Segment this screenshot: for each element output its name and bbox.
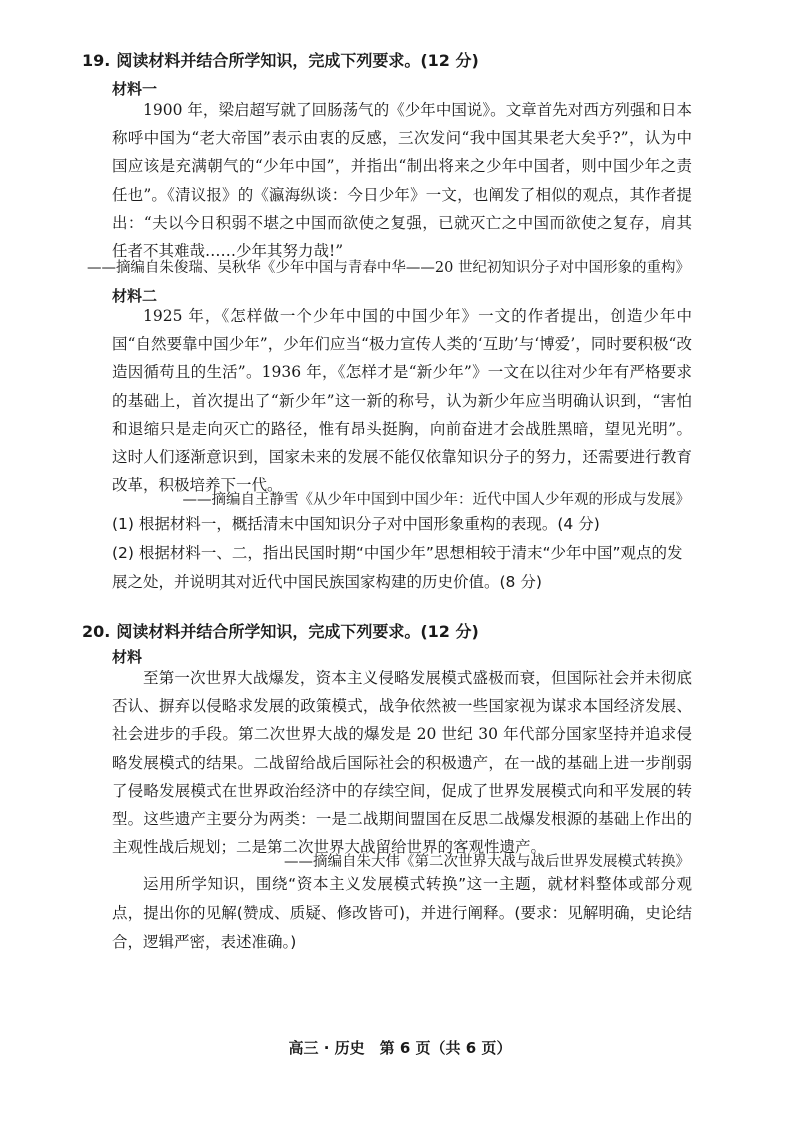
material-2-text: 1925 年，《怎样做一个少年中国的中国少年》一文的作者提出，创造少年中国“自然要靠中国少年”，少年们应当“极力宣传人类的‘互助’与‘博爱’，同时要积极“改造因循苟且的生活”。1936 年，《怎样才是“新少年”》一文在以往对少年有严格要求的基础上，首次提出了“新少年”这一新的称号，认为新少年应当明确认识到，“害怕和退缩只是走向灭亡的路径，惟有昂头挺胸，向前奋进才会战胜黑暗，望见光明”。这时人们逐渐意识到，国家未来的发展不能仅依靠知识分子的努力，还需要进行教育改革，积极培养下一代。 <box>112 307 692 495</box>
material-2-label: 材料二 <box>112 287 158 305</box>
question-19-title <box>82 48 479 71</box>
question-20-task: 运用所学知识，围绕“资本主义发展模式转换”这一主题，就材料整体或部分观点，提出你的见解(赞成、质疑、修改皆可)，并进行阐释。(要求：见解明确，史论结合，逻辑严密，表述准确。) <box>112 875 692 951</box>
material-1-label: 材料一 <box>112 80 158 98</box>
question-number: 19. <box>82 51 111 70</box>
material-label: 材料 <box>112 648 143 666</box>
page-footer: 高三 · 历史 第 6 页（共 6 页） <box>288 1039 512 1057</box>
question-20-title <box>82 619 479 642</box>
material-1-text: 1900 年，梁启超写就了回肠荡气的《少年中国说》。文章首先对西方列强和日本称呼中国为“老大帝国”表示由衷的反感，三次发问“我中国其果老大矣乎?”，认为中国应该是充满朝气的“少年中国”，并指出“制出将来之少年中国者，则中国少年之责任也”。《清议报》的《瀛海纵谈：今日少年》一文，也阐发了相似的观点，其作者提出：“夫以今日积弱不堪之中国而欲使之复强，已就灭亡之中国而欲使之复存，肩其任者不其难哉……少年其努力哉!” <box>112 101 692 261</box>
material-1-source: ——摘编自朱俊瑞、吴秋华《少年中国与青春中华——20 世纪初知识分子对中国形象的重构》 <box>86 260 690 276</box>
material-2-source: ——摘编自王静雪《从少年中国到中国少年：近代中国人少年观的形成与发展》 <box>182 492 690 508</box>
question-19-part-2: (2) 根据材料一、二，指出民国时期“中国少年”思想相较于清末“少年中国”观点的发展之处，并说明其对近代中国民族国家构建的历史价值。(8 分) <box>112 544 683 591</box>
question-prompt: 阅读材料并结合所学知识，完成下列要求。(12 分) <box>116 51 479 70</box>
question-19-part-1: (1) 根据材料一，概括清末中国知识分子对中国形象重构的表现。(4 分) <box>112 515 600 533</box>
material-source: ——摘编自朱大伟《第二次世界大战与战后世界发展模式转换》 <box>284 854 690 870</box>
question-number: 20. <box>82 622 111 641</box>
material-text: 至第一次世界大战爆发，资本主义侵略发展模式盛极而衰，但国际社会并未彻底否认、摒弃以侵略求发展的政策模式，战争依然被一些国家视为谋求本国经济发展、社会进步的手段。第二次世界大战的爆发是 20 世纪 30 年代部分国家坚持并追求侵略发展模式的结果。二战留给战后国际社会的积极遗产，在一战的基础上进一步削弱了侵略发展模式在世界政治经济中的存续空间，促成了世界发展模式向和平发展的转型。这些遗产主要分为两类：一是二战期间盟国在反思二战爆发根源的基础上作出的主观性战后规划；二是第二次世界大战留给世界的客观性遗产。 <box>112 669 692 857</box>
question-prompt: 阅读材料并结合所学知识，完成下列要求。(12 分) <box>116 622 479 641</box>
